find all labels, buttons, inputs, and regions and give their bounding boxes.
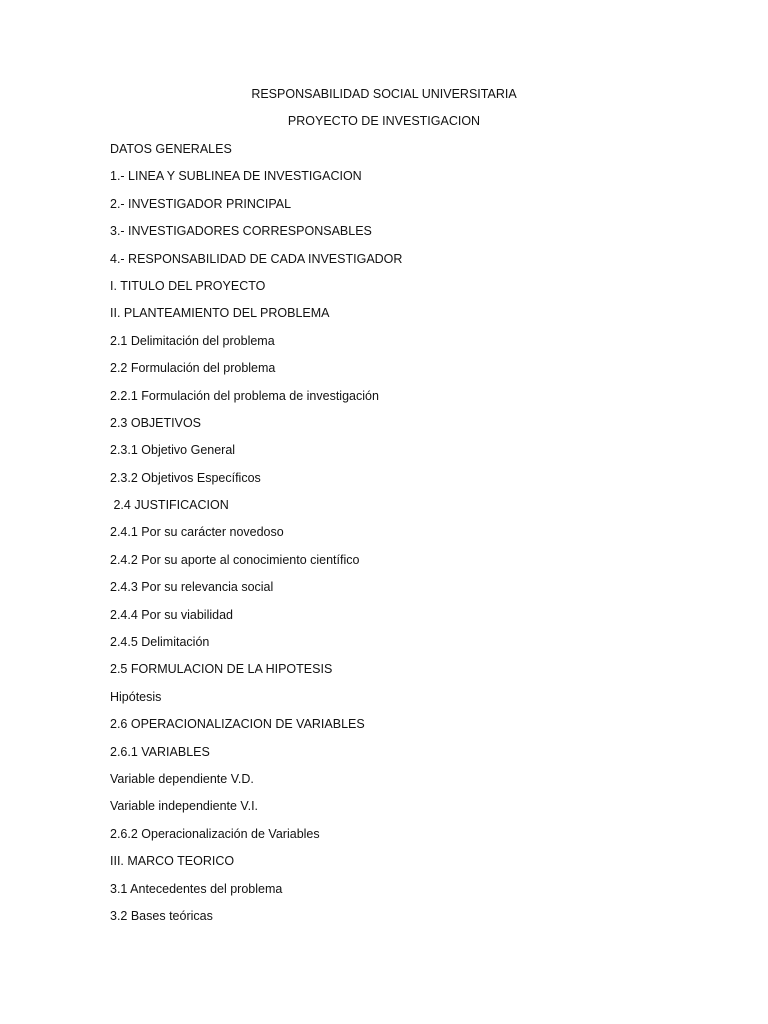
outline-list [110, 141, 402, 935]
outline-line-viabilidad: 2.4.4 Por su viabilidad [110, 607, 233, 622]
outline-line-hipotesis: Hipótesis [110, 689, 162, 704]
outline-line-aporte-conocimiento: 2.4.2 Por su aporte al conocimiento científico [110, 552, 360, 567]
outline-line-objetivo-general: 2.3.1 Objetivo General [110, 443, 236, 458]
outline-line-justificacion: 2.4 JUSTIFICACION [110, 498, 229, 513]
document-subtitle: PROYECTO DE INVESTIGACION [287, 114, 481, 128]
outline-line-variable-independiente: Variable independiente V.I. [110, 799, 259, 814]
outline-line-formulacion-problema: 2.2 Formulación del problema [110, 361, 276, 376]
document-title: RESPONSABILIDAD SOCIAL UNIVERSITARIA [251, 87, 517, 101]
outline-line-marco-teorico: III. MARCO TEORICO [110, 854, 235, 869]
outline-line-variables: 2.6.1 VARIABLES [110, 744, 210, 759]
outline-line-delimitacion-problema: 2.1 Delimitación del problema [110, 333, 275, 348]
outline-line-operacionalizacion-de-variables: 2.6.2 Operacionalización de Variables [110, 826, 320, 841]
outline-line-objetivos: 2.3 OBJETIVOS [110, 415, 202, 430]
outline-line-relevancia-social: 2.4.3 Por su relevancia social [110, 580, 274, 595]
outline-line-responsabilidad-investigador: 4.- RESPONSABILIDAD DE CADA INVESTIGADOR [110, 251, 403, 266]
outline-line-investigadores-corresponsables: 3.- INVESTIGADORES CORRESPONSABLES [110, 224, 372, 239]
outline-line-formulacion-hipotesis: 2.5 FORMULACION DE LA HIPOTESIS [110, 662, 333, 677]
outline-line-antecedentes-problema: 3.1 Antecedentes del problema [110, 881, 283, 896]
outline-line-delimitacion: 2.4.5 Delimitación [110, 635, 210, 650]
outline-line-caracter-novedoso: 2.4.1 Por su carácter novedoso [110, 525, 284, 540]
outline-line-titulo-proyecto: I. TITULO DEL PROYECTO [110, 278, 266, 293]
outline-line-bases-teoricas: 3.2 Bases teóricas [110, 908, 213, 923]
outline-line-investigador-principal: 2.- INVESTIGADOR PRINCIPAL [110, 196, 292, 211]
outline-line-operacionalizacion-variables: 2.6 OPERACIONALIZACION DE VARIABLES [110, 717, 365, 732]
outline-line-formulacion-problema-investigacion: 2.2.1 Formulación del problema de investigación [110, 388, 379, 403]
outline-line-linea-sublinea: 1.- LINEA Y SUBLINEA DE INVESTIGACION [110, 169, 362, 184]
outline-line-planteamiento-problema: II. PLANTEAMIENTO DEL PROBLEMA [110, 306, 330, 321]
outline-line-datos-generales: DATOS GENERALES [110, 142, 232, 156]
outline-line-objetivos-especificos: 2.3.2 Objetivos Específicos [110, 470, 261, 485]
outline-line-variable-dependiente: Variable dependiente V.D. [110, 771, 254, 786]
